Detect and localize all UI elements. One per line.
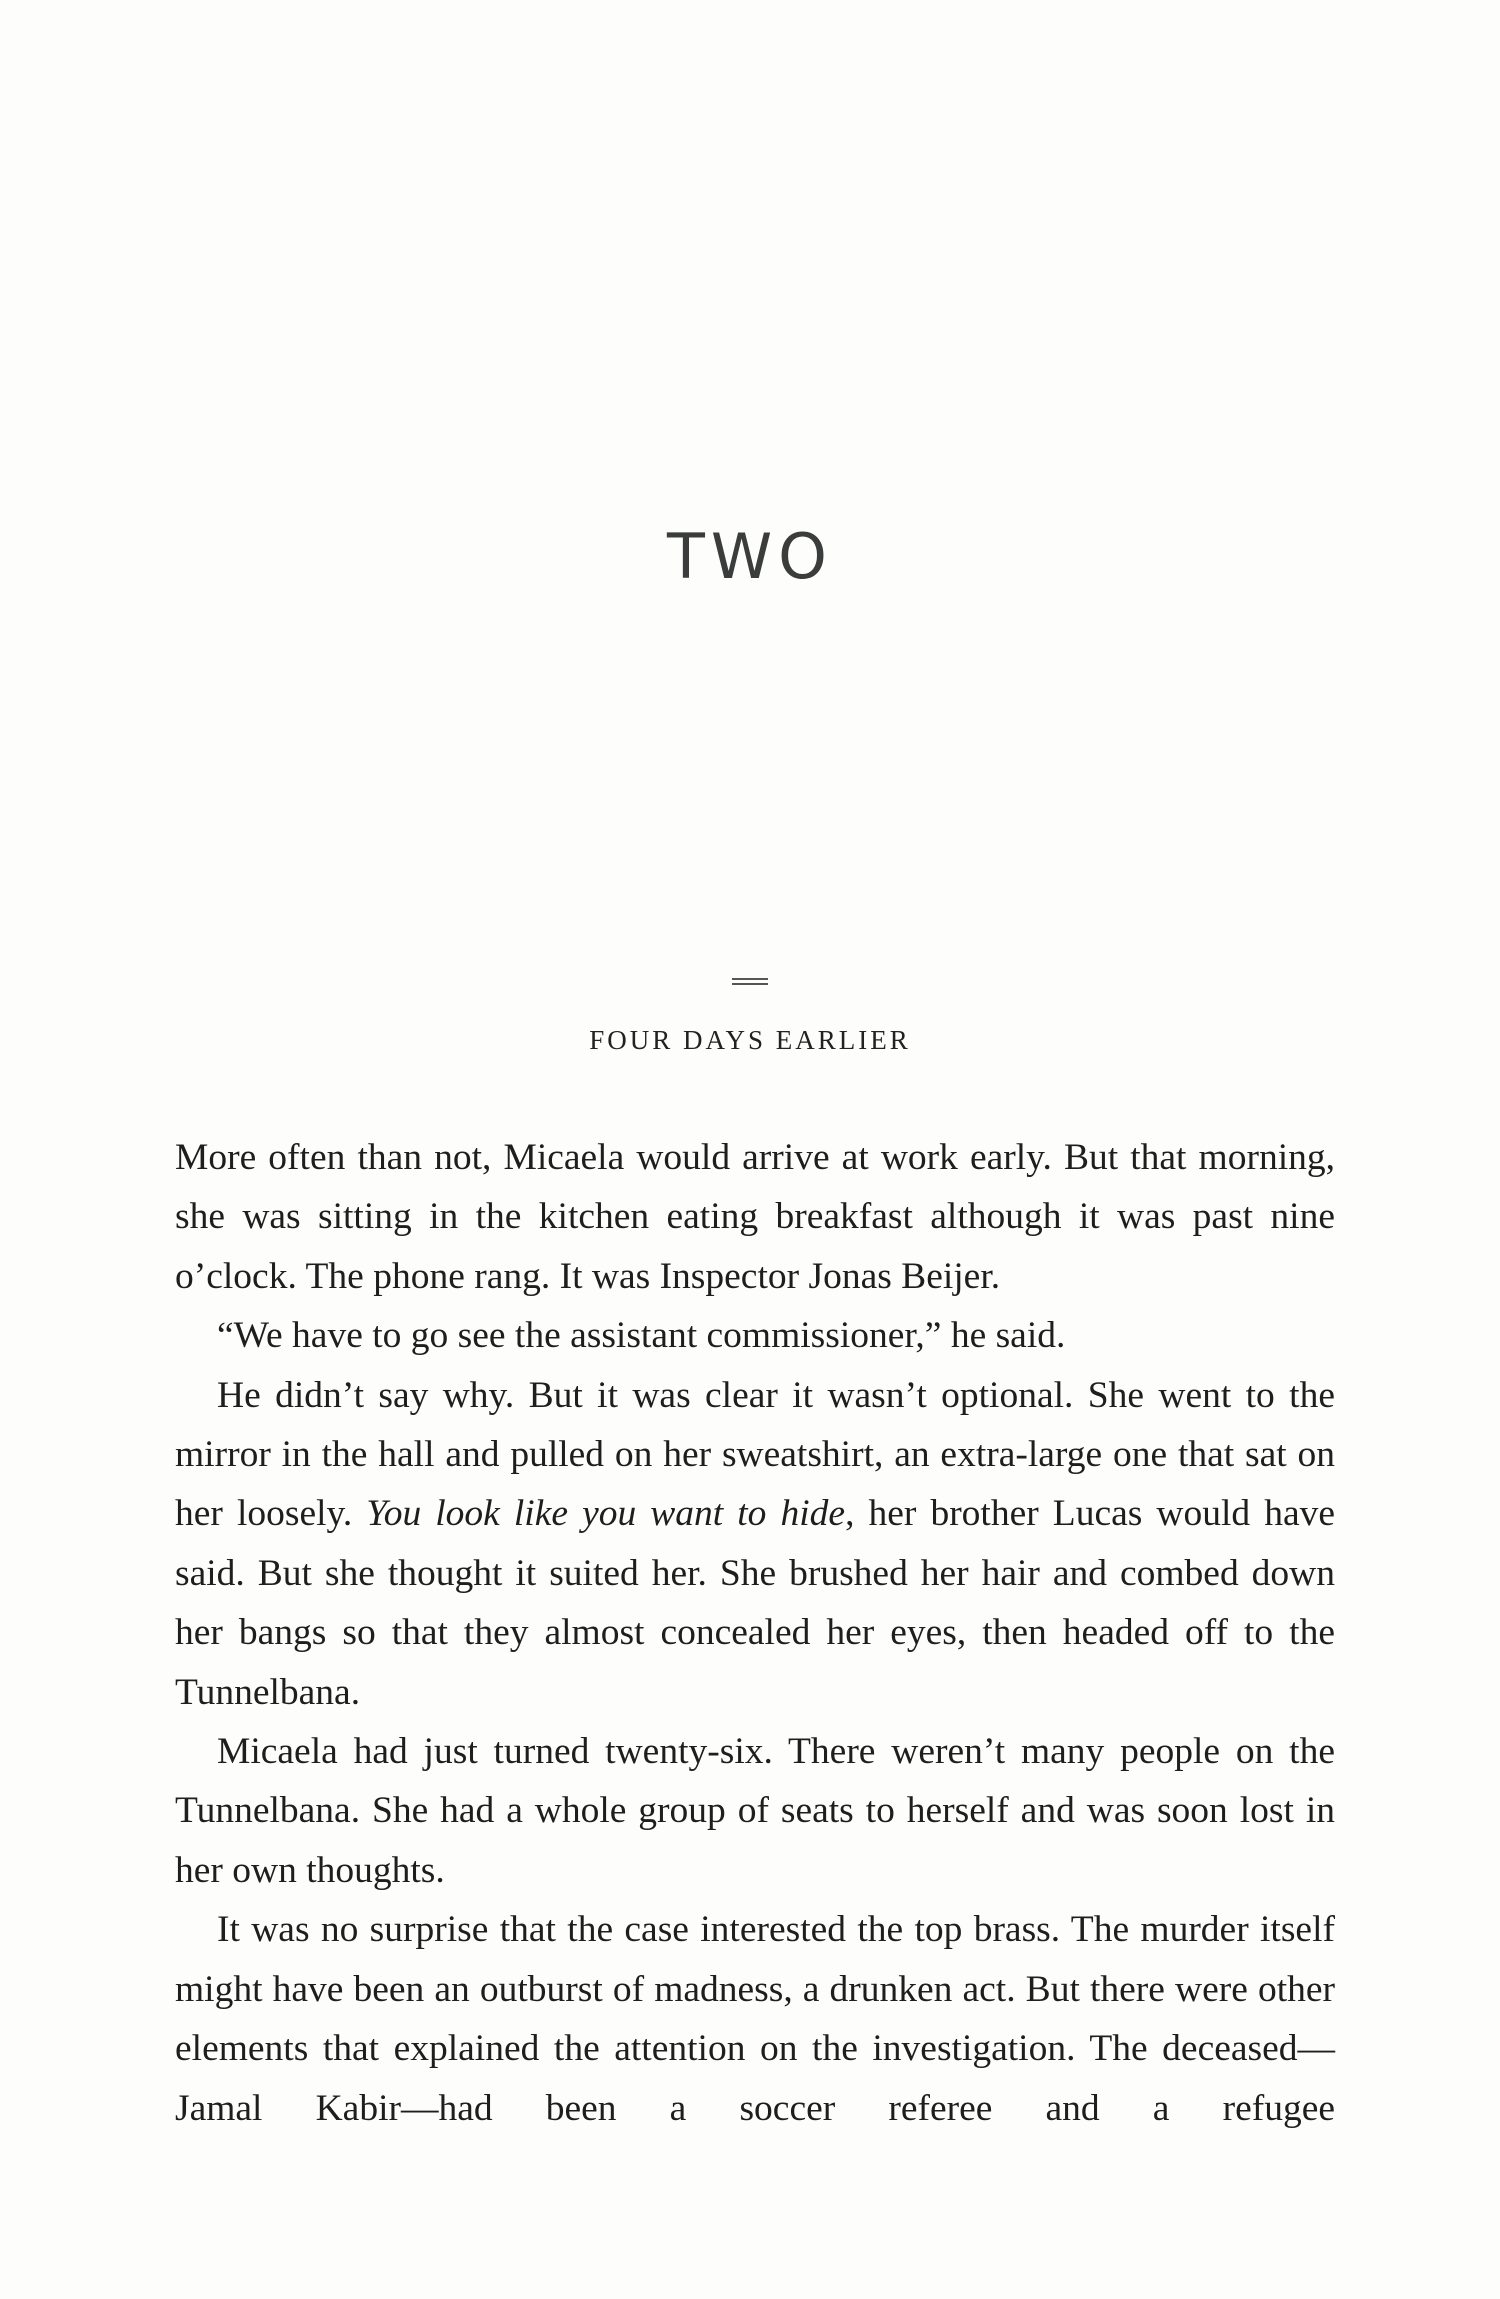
ornament-line: [732, 978, 768, 980]
paragraph-text: It was no surprise that the case interested the top brass. The murder itself might have been an outburst of madness, a drunken act. But there were other elements that explained the attention on the investigation. The deceased—Jamal Kabir—had been a soccer referee and a refugee: [175, 1909, 1335, 2129]
paragraph-text: More often than not, Micaela would arrive at work early. But that morning, she was sitting in the kitchen eating breakfast although it was past nine o’clock. The phone rang. It was Inspector Jonas Beijer.: [175, 1137, 1335, 1297]
paragraph: [175, 1900, 1335, 2138]
paragraph-text: He didn’t say why. But it was clear it wasn’t optional. She went to the mirror in the hall and pulled on her sweatshirt, an extra-large one that sat on her loosely.: [175, 1374, 1335, 1535]
chapter-title: TWO: [667, 520, 833, 593]
paragraph: [175, 1366, 1335, 1722]
paragraph-text: , her brother Lucas would have said. But she thought it suited her. She brushed her hair and combed down her bangs so that they almost concealed her eyes, then headed off to the Tunnelbana.: [175, 1493, 1335, 1713]
paragraph-text: Micaela had just turned twenty-six. There weren’t many people on the Tunnelbana. She had a whole group of seats to herself and was soon lost in her own thoughts.: [175, 1731, 1335, 1891]
paragraph: [175, 1128, 1335, 1306]
body-text: [175, 1128, 1335, 2138]
ornament-line: [732, 983, 768, 985]
paragraph: [175, 1306, 1335, 1365]
paragraph-text: “We have to go see the assistant commissioner,” he said.: [217, 1315, 1066, 1357]
ornament-divider: [732, 978, 768, 986]
italic-phrase: You look like you want to hide: [366, 1493, 846, 1535]
chapter-subheading: FOUR DAYS EARLIER: [589, 1025, 911, 1055]
paragraph: [175, 1722, 1335, 1900]
